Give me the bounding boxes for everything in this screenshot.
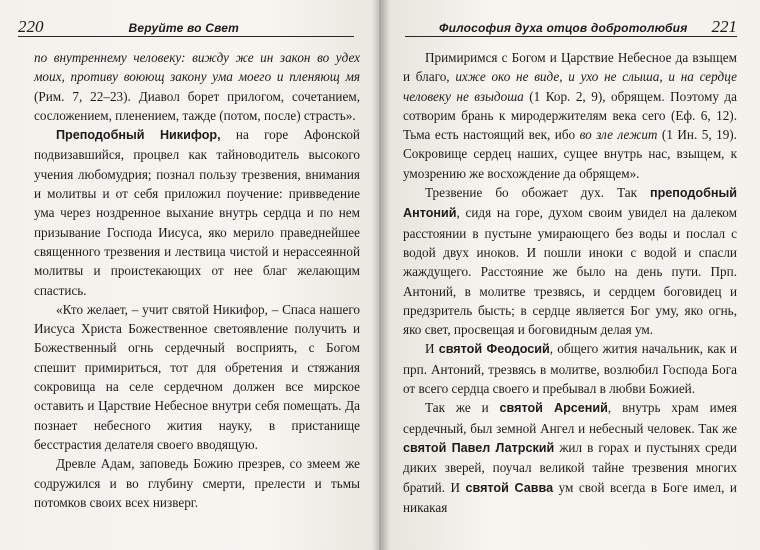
text-span: (1 Ин. 5, 19). Сокровище сердец наших, сущее внутрь нас, взыщем, к умозрению же восхождение да обрящем». — [403, 127, 737, 181]
paragraph — [34, 454, 360, 512]
paragraph — [403, 339, 737, 398]
text-span: святой Савва — [465, 480, 554, 495]
text-span: преподобный Антоний — [403, 186, 737, 221]
text-span: (Рим. 7, 22–23). Диавол борет прилогом, сочетанием, сосложением, пленением, тажде (потом, после) страсть». — [34, 88, 360, 123]
text-span: святой Арсений — [499, 401, 608, 416]
text-span: (1 Кор. 2, 9), обрящем. Поэтому да сотворим брань к миродержителям века сего (Еф. 6, 12). Тьма есть настоящий век, ибо — [403, 88, 737, 143]
text-span: Так же и — [425, 400, 500, 416]
text-span: ум свой всегда в Боге имел, и никакая — [403, 479, 737, 515]
running-head: Философия духа отцов добротолюбия — [439, 21, 688, 35]
text-span: на горе Афонской подвизавшийся, процвел как тайноводитель высокого учения любомудрия; познал пользу трезвения, внимания и молитвы и от себя приложил поучение: привведение ума через ноздренное выхание внутрь сердца и по нем призывание Господа Иисуса, яко мерило праведнейшее священного трезвения и лествица чистой и нерассеянной молитвы и проистекающих от нее благ желающим спастись. — [34, 127, 360, 298]
text-span: жил в горах и пустынях среди диких зверей, поучал великой тайне трезвения многих братий. И — [403, 439, 737, 495]
left-page-header — [18, 16, 354, 37]
paragraph — [403, 398, 737, 517]
paragraph — [34, 300, 360, 454]
text-span: Преподобный Никифор, — [56, 128, 221, 143]
text-span: во зле лежит — [579, 127, 658, 143]
text-span: «Кто желает, – учит святой Никифор, – Спаса нашего Иисуса Христа Божественное светоявление получить и Божественный огнь сердечный восприять, с Богом спешит примириться, тот для обретения и стяжания сокровища на селе сердечном должен все мирское оставить и Царствие Небесное внутри себя помещать. Да познает небесного жития науку, в пристанище бесстрастия делателя своего вводящую. — [34, 301, 360, 452]
text-span: Трезвение бо обожает дух. Так — [425, 185, 650, 201]
text-span: по внутреннему человеку: вижду же ин закон во удех моих, противу воюющ закону ума моего и пленяющ мя — [34, 50, 360, 85]
left-page — [0, 0, 379, 550]
paragraph — [34, 125, 360, 300]
text-span: Примиримся с Богом и Царствие Небесное да взыщем и благо, — [403, 50, 737, 85]
text-span: , общего жития начальник, как и прп. Антоний, трезвясь в молитве, возлюбил Господа Бога от всего сердца своего и пребывал в любви Божией. — [403, 341, 738, 397]
right-page — [381, 0, 760, 550]
paragraph — [34, 48, 360, 125]
text-span: И — [425, 341, 439, 357]
right-page-body — [403, 48, 737, 517]
paragraph — [403, 183, 737, 339]
text-span: святой Феодосий — [438, 342, 550, 357]
text-span: , внутрь храм имея сердечный, был земной Ангел и небесный человек. Так же — [403, 400, 737, 436]
running-head: Веруйте во Свет — [128, 21, 239, 35]
book-gutter-shadow — [372, 0, 390, 550]
paragraph — [403, 48, 737, 183]
right-page-header — [405, 16, 737, 37]
text-span: ихже око не виде, и ухо не слыша, и на сердце человеку не взыдоша — [403, 69, 737, 104]
text-span: , сидя на горе, духом своим увидел на далеком расстоянии в пустыне умирающего без воды и послал с водой двух иноков. И пошли иноки с водой и спасли жаждущего. Расстояние же было на день пути. Прп. Антоний, в молитве трезвясь, и сердцем боговидец и предзритель бысть; в сердце является Бог уму, яко огнь, яко свет, просвещая и боговидным делая ум. — [403, 205, 737, 338]
text-span: Древле Адам, заповедь Божию презрев, со змеем же содружился и во глубину смерти, прелести и тьмы потомков своих всех низверг. — [34, 456, 360, 510]
left-page-body — [34, 48, 360, 512]
text-span: святой Павел Латрский — [403, 440, 555, 455]
page-number: 221 — [711, 17, 737, 36]
page-number: 220 — [18, 17, 44, 36]
